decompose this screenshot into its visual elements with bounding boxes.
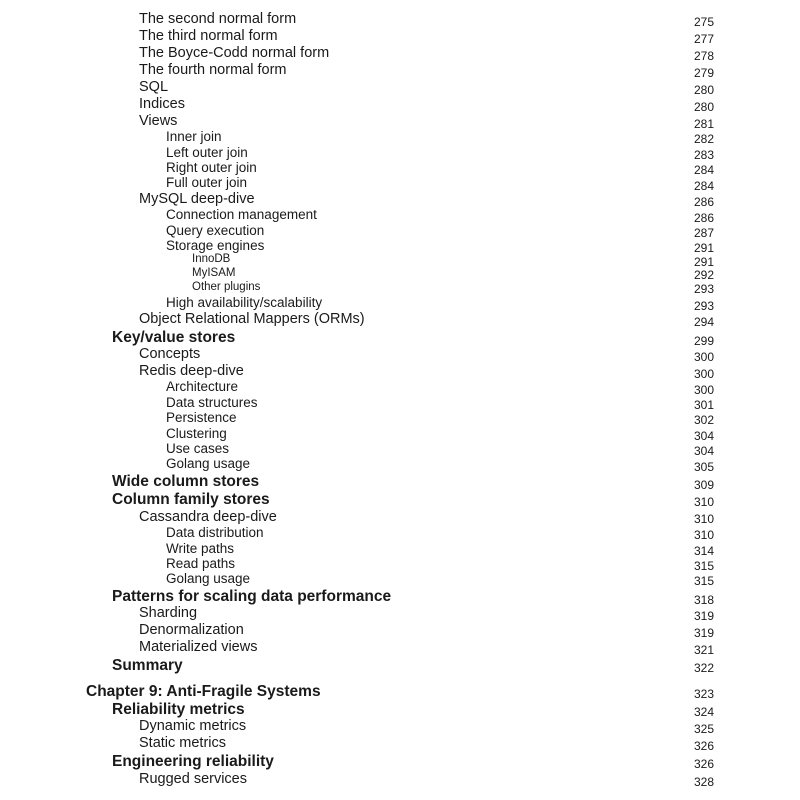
toc-entry-page-number: 299 bbox=[693, 334, 714, 348]
toc-entry-page-number: 282 bbox=[693, 132, 714, 146]
toc-entry-title: Materialized views bbox=[139, 639, 258, 655]
toc-entry-title: Static metrics bbox=[139, 735, 227, 751]
toc-entry-page-number: 281 bbox=[693, 117, 714, 131]
toc-entry-page-number: 293 bbox=[693, 282, 714, 296]
toc-entry-title: Persistence bbox=[166, 410, 237, 425]
toc-entry-title: Golang usage bbox=[166, 456, 251, 471]
toc-entry-title: MySQL deep-dive bbox=[139, 191, 255, 207]
toc-entry-title: InnoDB bbox=[192, 253, 231, 265]
toc-entry-page-number: 326 bbox=[693, 757, 714, 771]
toc-entry-page-number: 315 bbox=[693, 559, 714, 573]
toc-entry-title: Clustering bbox=[166, 426, 227, 441]
toc-entry-title: MyISAM bbox=[192, 267, 236, 279]
toc-entry-page-number: 300 bbox=[693, 383, 714, 397]
toc-entry-page-number: 301 bbox=[693, 398, 714, 412]
toc-entry-title: Cassandra deep-dive bbox=[139, 509, 277, 525]
toc-entry-page-number: 305 bbox=[693, 460, 714, 474]
toc-entry-page-number: 315 bbox=[693, 574, 714, 588]
toc-entry-title: Query execution bbox=[166, 223, 265, 238]
toc-entry-page-number: 304 bbox=[693, 429, 714, 443]
toc-entry-page-number: 294 bbox=[693, 315, 714, 329]
toc-entry-title: Chapter 9: Anti-Fragile Systems bbox=[86, 683, 321, 700]
toc-entry-title: Wide column stores bbox=[112, 473, 260, 490]
toc-entry-title: The fourth normal form bbox=[139, 62, 287, 78]
toc-entry-page-number: 291 bbox=[693, 241, 714, 255]
toc-entry-page-number: 286 bbox=[693, 195, 714, 209]
toc-entry-title: Use cases bbox=[166, 441, 230, 456]
toc-entry-title: Inner join bbox=[166, 129, 222, 144]
toc-entry-page-number: 279 bbox=[693, 66, 714, 80]
toc-entry-page-number: 319 bbox=[693, 609, 714, 623]
toc-entry-page-number: 323 bbox=[693, 687, 714, 701]
toc-entry-page-number: 283 bbox=[693, 148, 714, 162]
toc-entry-page-number: 314 bbox=[693, 544, 714, 558]
toc-entry-title: Other plugins bbox=[192, 281, 261, 293]
toc-entry-page-number: 300 bbox=[693, 350, 714, 364]
toc-entry-page-number: 280 bbox=[693, 83, 714, 97]
toc-entry-page-number: 280 bbox=[693, 100, 714, 114]
toc-entry-page-number: 286 bbox=[693, 211, 714, 225]
toc-entry-page-number: 310 bbox=[693, 495, 714, 509]
toc-entry-page-number: 321 bbox=[693, 643, 714, 657]
toc-entry-page-number: 322 bbox=[693, 661, 714, 675]
toc-entry-title: Rugged services bbox=[139, 771, 247, 787]
toc-entry-title: Indices bbox=[139, 96, 185, 112]
toc-entry-page-number: 318 bbox=[693, 593, 714, 607]
toc-entry-page-number: 292 bbox=[693, 268, 714, 282]
toc-entry-title: Full outer join bbox=[166, 175, 248, 190]
toc-entry-page-number: 319 bbox=[693, 626, 714, 640]
toc-entry-title: Left outer join bbox=[166, 145, 248, 160]
toc-entry-title: Denormalization bbox=[139, 622, 244, 638]
toc-entry-title: Data distribution bbox=[166, 525, 264, 540]
toc-entry-title: Object Relational Mappers (ORMs) bbox=[139, 311, 365, 327]
toc-entry-title: Write paths bbox=[166, 541, 235, 556]
toc-entry-title: Read paths bbox=[166, 556, 236, 571]
toc-entry-page-number: 277 bbox=[693, 32, 714, 46]
toc-entry-page-number: 310 bbox=[693, 512, 714, 526]
toc-entry-page-number: 284 bbox=[693, 163, 714, 177]
toc-entry-title: Architecture bbox=[166, 379, 239, 394]
toc-entry-page-number: 326 bbox=[693, 739, 714, 753]
toc-entry-page-number: 309 bbox=[693, 478, 714, 492]
toc-entry-page-number: 325 bbox=[693, 722, 714, 736]
toc-entry-page-number: 293 bbox=[693, 299, 714, 313]
toc-entry-page-number: 275 bbox=[693, 15, 714, 29]
toc-entry-title: Connection management bbox=[166, 207, 317, 222]
toc-entry-page-number: 278 bbox=[693, 49, 714, 63]
toc-entry-title: The second normal form bbox=[139, 11, 297, 27]
toc-entry-title: The third normal form bbox=[139, 28, 278, 44]
toc-entry-title: Reliability metrics bbox=[112, 701, 245, 718]
toc-entry-page-number: 284 bbox=[693, 179, 714, 193]
toc-entry-title: Patterns for scaling data performance bbox=[112, 588, 392, 605]
toc-entry-title: The Boyce-Codd normal form bbox=[139, 45, 330, 61]
toc-entry-page-number: 328 bbox=[693, 775, 714, 789]
toc-entry-page-number: 304 bbox=[693, 444, 714, 458]
toc-entry-page-number: 300 bbox=[693, 367, 714, 381]
toc-entry-title: Column family stores bbox=[112, 491, 270, 508]
toc-entry-title: Right outer join bbox=[166, 160, 257, 175]
toc-entry-title: Data structures bbox=[166, 395, 258, 410]
toc-entry-title: High availability/scalability bbox=[166, 295, 323, 310]
toc-entry-title: Summary bbox=[112, 657, 183, 674]
toc-entry-title: Dynamic metrics bbox=[139, 718, 247, 734]
toc-entry-page-number: 302 bbox=[693, 413, 714, 427]
toc-entry-title: Engineering reliability bbox=[112, 753, 274, 770]
toc-entry-page-number: 291 bbox=[693, 255, 714, 269]
toc-entry-title: Concepts bbox=[139, 346, 201, 362]
toc-entry-title: Key/value stores bbox=[112, 329, 236, 346]
toc-entry-page-number: 310 bbox=[693, 528, 714, 542]
toc-entry-title: Golang usage bbox=[166, 571, 251, 586]
toc-entry-title: Views bbox=[139, 113, 178, 129]
toc-entry-title: SQL bbox=[139, 79, 169, 95]
toc-entry-page-number: 287 bbox=[693, 226, 714, 240]
toc-entry-title: Sharding bbox=[139, 605, 198, 621]
toc-entry-title: Storage engines bbox=[166, 238, 265, 253]
toc-entry-page-number: 324 bbox=[693, 705, 714, 719]
toc-entry-title: Redis deep-dive bbox=[139, 363, 244, 379]
